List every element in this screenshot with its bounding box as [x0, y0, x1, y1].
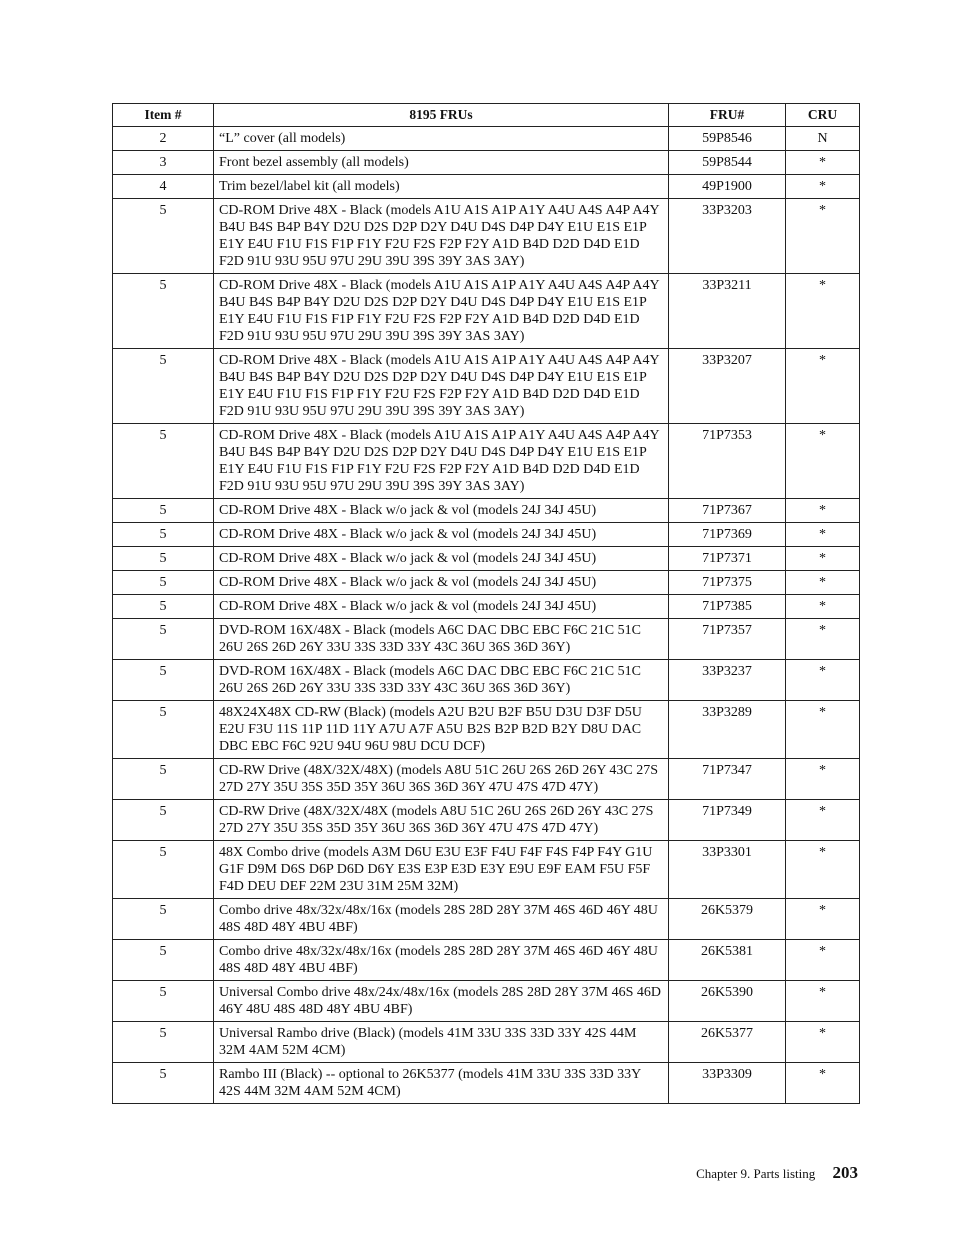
fru-description-cell: CD-ROM Drive 48X - Black (models A1U A1S A1P A1Y A4U A4S A4P A4Y B4U B4S B4P B4Y D2U D2S D2P D2Y D4U D4S D4P D4Y E1U E1S E1P E1Y E4U F1U F1S F1P F1Y F2U F2S F2P F2Y A1D B4D D2D D4D E1D F2D 91U 93U 95U 97U 29U 39U 39S 39Y 3AS 3AY) [214, 274, 669, 349]
table-row [113, 175, 860, 199]
cru-cell: * [786, 899, 860, 940]
cru-cell: * [786, 571, 860, 595]
table-row [113, 619, 860, 660]
fru-description-cell: “L” cover (all models) [214, 127, 669, 151]
column-header-frus: 8195 FRUs [214, 104, 669, 127]
item-number-cell: 5 [113, 660, 214, 701]
item-number-cell: 5 [113, 899, 214, 940]
table-row [113, 759, 860, 800]
table-row [113, 940, 860, 981]
column-header-cru: CRU [786, 104, 860, 127]
cru-cell: * [786, 349, 860, 424]
item-number-cell: 5 [113, 940, 214, 981]
table-row [113, 981, 860, 1022]
fru-description-cell: CD-ROM Drive 48X - Black (models A1U A1S A1P A1Y A4U A4S A4P A4Y B4U B4S B4P B4Y D2U D2S D2P D2Y D4U D4S D4P D4Y E1U E1S E1P E1Y E4U F1U F1S F1P F1Y F2U F2S F2P F2Y A1D B4D D2D D4D E1D F2D 91U 93U 95U 97U 29U 39U 39S 39Y 3AS 3AY) [214, 199, 669, 274]
fru-description-cell: DVD-ROM 16X/48X - Black (models A6C DAC DBC EBC F6C 21C 51C 26U 26S 26D 26Y 33U 33S 33D 33Y 43C 36U 36S 36D 36Y) [214, 660, 669, 701]
page-number: 203 [832, 1163, 858, 1182]
fru-description-cell: Universal Combo drive 48x/24x/48x/16x (models 28S 28D 28Y 37M 46S 46D 46Y 48U 48S 48D 48Y 4BU 4BF) [214, 981, 669, 1022]
fru-number-cell: 71P7371 [669, 547, 786, 571]
table-row [113, 841, 860, 899]
table-row [113, 199, 860, 274]
fru-number-cell: 59P8546 [669, 127, 786, 151]
fru-description-cell: CD-ROM Drive 48X - Black (models A1U A1S A1P A1Y A4U A4S A4P A4Y B4U B4S B4P B4Y D2U D2S D2P D2Y D4U D4S D4P D4Y E1U E1S E1P E1Y E4U F1U F1S F1P F1Y F2U F2S F2P F2Y A1D B4D D2D D4D E1D F2D 91U 93U 95U 97U 29U 39U 39S 39Y 3AS 3AY) [214, 424, 669, 499]
cru-cell: * [786, 199, 860, 274]
cru-cell: * [786, 424, 860, 499]
table-row [113, 523, 860, 547]
table-row [113, 1022, 860, 1063]
fru-description-cell: CD-ROM Drive 48X - Black w/o jack & vol (models 24J 34J 45U) [214, 523, 669, 547]
cru-cell: * [786, 151, 860, 175]
parts-table-body [113, 127, 860, 1104]
fru-number-cell: 33P3309 [669, 1063, 786, 1104]
fru-description-cell: Combo drive 48x/32x/48x/16x (models 28S 28D 28Y 37M 46S 46D 46Y 48U 48S 48D 48Y 4BU 4BF) [214, 940, 669, 981]
fru-description-cell: CD-ROM Drive 48X - Black w/o jack & vol (models 24J 34J 45U) [214, 547, 669, 571]
item-number-cell: 5 [113, 349, 214, 424]
fru-description-cell: Rambo III (Black) -- optional to 26K5377 (models 41M 33U 33S 33D 33Y 42S 44M 32M 4AM 52M 4CM) [214, 1063, 669, 1104]
fru-number-cell: 26K5390 [669, 981, 786, 1022]
item-number-cell: 5 [113, 499, 214, 523]
item-number-cell: 5 [113, 1063, 214, 1104]
cru-cell: * [786, 800, 860, 841]
column-header-fru-number: FRU# [669, 104, 786, 127]
fru-number-cell: 33P3207 [669, 349, 786, 424]
item-number-cell: 5 [113, 759, 214, 800]
item-number-cell: 5 [113, 841, 214, 899]
cru-cell: * [786, 1063, 860, 1104]
cru-cell: * [786, 175, 860, 199]
item-number-cell: 3 [113, 151, 214, 175]
table-row [113, 800, 860, 841]
table-row [113, 499, 860, 523]
header-row [113, 104, 860, 127]
fru-description-cell: DVD-ROM 16X/48X - Black (models A6C DAC DBC EBC F6C 21C 51C 26U 26S 26D 26Y 33U 33S 33D 33Y 43C 36U 36S 36D 36Y) [214, 619, 669, 660]
column-header-item: Item # [113, 104, 214, 127]
fru-number-cell: 71P7357 [669, 619, 786, 660]
cru-cell: * [786, 759, 860, 800]
page-footer [696, 1163, 858, 1183]
item-number-cell: 5 [113, 547, 214, 571]
cru-cell: * [786, 841, 860, 899]
fru-number-cell: 26K5379 [669, 899, 786, 940]
fru-description-cell: CD-ROM Drive 48X - Black w/o jack & vol (models 24J 34J 45U) [214, 595, 669, 619]
fru-description-cell: CD-RW Drive (48X/32X/48X) (models A8U 51C 26U 26S 26D 26Y 43C 27S 27D 27Y 35U 35S 35D 35Y 36U 36S 36D 36Y 47U 47S 47D 47Y) [214, 759, 669, 800]
fru-number-cell: 33P3211 [669, 274, 786, 349]
fru-description-cell: 48X24X48X CD-RW (Black) (models A2U B2U B2F B5U D3U D3F D5U E2U F3U 11S 11P 11D 11Y A7U A7F A5U B2S B2P B2D B2Y D8U DAC DBC EBC F6C 92U 94U 96U 98U DCU DCF) [214, 701, 669, 759]
fru-number-cell: 71P7349 [669, 800, 786, 841]
item-number-cell: 5 [113, 274, 214, 349]
parts-table [112, 103, 860, 1104]
table-row [113, 899, 860, 940]
fru-description-cell: CD-ROM Drive 48X - Black (models A1U A1S A1P A1Y A4U A4S A4P A4Y B4U B4S B4P B4Y D2U D2S D2P D2Y D4U D4S D4P D4Y E1U E1S E1P E1Y E4U F1U F1S F1P F1Y F2U F2S F2P F2Y A1D B4D D2D D4D E1D F2D 91U 93U 95U 97U 29U 39U 39S 39Y 3AS 3AY) [214, 349, 669, 424]
cru-cell: N [786, 127, 860, 151]
item-number-cell: 5 [113, 199, 214, 274]
fru-description-cell: Combo drive 48x/32x/48x/16x (models 28S 28D 28Y 37M 46S 46D 46Y 48U 48S 48D 48Y 4BU 4BF) [214, 899, 669, 940]
table-row [113, 349, 860, 424]
fru-number-cell: 49P1900 [669, 175, 786, 199]
fru-number-cell: 71P7347 [669, 759, 786, 800]
item-number-cell: 5 [113, 701, 214, 759]
item-number-cell: 5 [113, 1022, 214, 1063]
fru-description-cell: Trim bezel/label kit (all models) [214, 175, 669, 199]
fru-description-cell: 48X Combo drive (models A3M D6U E3U E3F F4U F4F F4S F4P F4Y G1U G1F D9M D6S D6P D6D D6Y E3S E3P E3D E3Y E9U E9F EAM F5U F5F F4D DEU DEF 22M 23U 31M 25M 32M) [214, 841, 669, 899]
table-row [113, 571, 860, 595]
fru-description-cell: CD-ROM Drive 48X - Black w/o jack & vol (models 24J 34J 45U) [214, 499, 669, 523]
fru-number-cell: 71P7353 [669, 424, 786, 499]
table-row [113, 274, 860, 349]
table-row [113, 547, 860, 571]
cru-cell: * [786, 619, 860, 660]
fru-number-cell: 26K5381 [669, 940, 786, 981]
item-number-cell: 5 [113, 595, 214, 619]
fru-number-cell: 26K5377 [669, 1022, 786, 1063]
item-number-cell: 5 [113, 523, 214, 547]
fru-number-cell: 71P7375 [669, 571, 786, 595]
item-number-cell: 5 [113, 424, 214, 499]
table-row [113, 151, 860, 175]
item-number-cell: 5 [113, 981, 214, 1022]
cru-cell: * [786, 701, 860, 759]
fru-description-cell: CD-ROM Drive 48X - Black w/o jack & vol (models 24J 34J 45U) [214, 571, 669, 595]
table-row [113, 660, 860, 701]
cru-cell: * [786, 595, 860, 619]
item-number-cell: 5 [113, 571, 214, 595]
table-row [113, 701, 860, 759]
chapter-title: Chapter 9. Parts listing [696, 1166, 816, 1181]
fru-number-cell: 33P3289 [669, 701, 786, 759]
table-row [113, 127, 860, 151]
item-number-cell: 2 [113, 127, 214, 151]
cru-cell: * [786, 499, 860, 523]
fru-number-cell: 71P7367 [669, 499, 786, 523]
fru-number-cell: 33P3237 [669, 660, 786, 701]
cru-cell: * [786, 1022, 860, 1063]
cru-cell: * [786, 660, 860, 701]
fru-number-cell: 59P8544 [669, 151, 786, 175]
table-row [113, 595, 860, 619]
cru-cell: * [786, 274, 860, 349]
fru-description-cell: CD-RW Drive (48X/32X/48X (models A8U 51C 26U 26S 26D 26Y 43C 27S 27D 27Y 35U 35S 35D 35Y 36U 36S 36D 36Y 47U 47S 47D 47Y) [214, 800, 669, 841]
item-number-cell: 5 [113, 800, 214, 841]
cru-cell: * [786, 981, 860, 1022]
fru-description-cell: Universal Rambo drive (Black) (models 41M 33U 33S 33D 33Y 42S 44M 32M 4AM 52M 4CM) [214, 1022, 669, 1063]
item-number-cell: 4 [113, 175, 214, 199]
item-number-cell: 5 [113, 619, 214, 660]
cru-cell: * [786, 940, 860, 981]
fru-number-cell: 71P7385 [669, 595, 786, 619]
fru-number-cell: 71P7369 [669, 523, 786, 547]
cru-cell: * [786, 547, 860, 571]
cru-cell: * [786, 523, 860, 547]
fru-number-cell: 33P3301 [669, 841, 786, 899]
parts-table-header [113, 104, 860, 127]
table-row [113, 424, 860, 499]
fru-description-cell: Front bezel assembly (all models) [214, 151, 669, 175]
fru-number-cell: 33P3203 [669, 199, 786, 274]
table-row [113, 1063, 860, 1104]
